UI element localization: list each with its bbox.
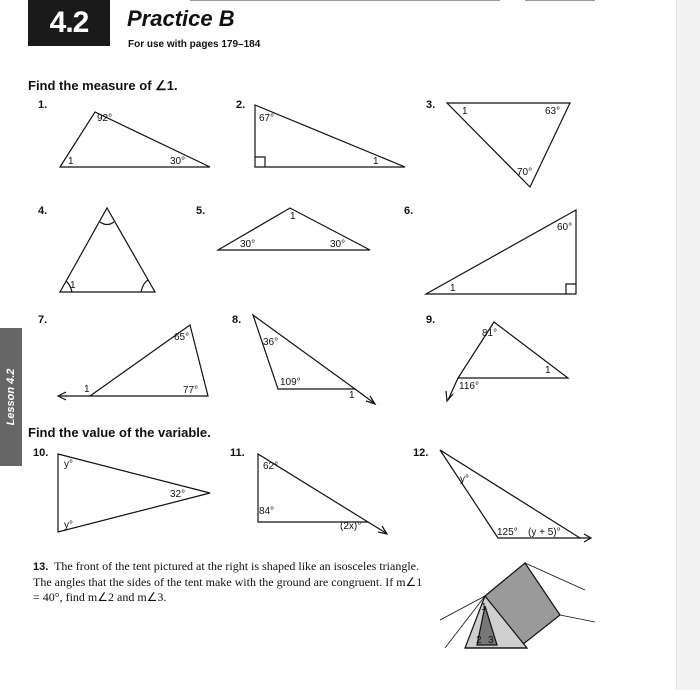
tent-rope: [560, 615, 595, 622]
triangle-figure-10: [58, 454, 210, 532]
figure-label: 62°: [263, 461, 279, 472]
figure-label: 84°: [259, 506, 275, 517]
figure-label: 32°: [170, 489, 186, 500]
figure-label: 30°: [330, 239, 346, 250]
extended-side-line: [448, 378, 458, 400]
triangle-figure-2: [255, 105, 405, 167]
extended-side-line: [355, 389, 374, 403]
figure-label: 81°: [482, 328, 498, 339]
triangle-figure-8: [253, 315, 355, 389]
figure-label: 92°: [97, 113, 113, 124]
right-angle-mark: [255, 157, 265, 167]
section1-heading: Find the measure of ∠1.: [28, 78, 178, 93]
figure-label: 67°: [259, 113, 275, 124]
problem-number: 1.: [38, 99, 48, 111]
problem-13-text: The front of the tent pictured at the right is shaped like an isosceles triangle. The angles that the sides of the tent make with the ground are congruent. If m∠1 = 40°, find m∠2 and m∠3.: [33, 559, 423, 604]
figure-label: 1: [290, 211, 296, 222]
problem-number: 6.: [404, 205, 414, 217]
page-title: Practice B: [127, 6, 235, 31]
figure-label: 65°: [174, 332, 190, 343]
figure-label: 30°: [240, 239, 256, 250]
angle-arc-mark: [141, 280, 148, 292]
figure-label: 2: [476, 635, 482, 646]
figure-label: 1: [373, 156, 379, 167]
figure-label: y°: [64, 459, 73, 470]
tent-figure: [440, 563, 595, 648]
problem-number: 12.: [413, 447, 429, 459]
figure-label: 63°: [545, 106, 561, 117]
lesson-number-badge: 4.2: [28, 0, 110, 46]
angle-arc-mark: [100, 222, 114, 225]
problem-number: 11.: [230, 447, 245, 459]
figure-label: 1: [70, 280, 76, 291]
page-subtitle: For use with pages 179–184: [128, 39, 261, 50]
problem-number: 13.: [33, 561, 49, 573]
figure-label: 1: [545, 365, 551, 376]
figure-label: 1: [349, 390, 355, 401]
problem-number: 10.: [33, 447, 49, 459]
figure-label: 70°: [517, 167, 533, 178]
problem-number: 5.: [196, 205, 206, 217]
problem-number: 4.: [38, 205, 48, 217]
figure-label: (2x)°: [340, 521, 362, 532]
problem-number: 9.: [426, 314, 436, 326]
triangle-figure-1: [60, 112, 210, 167]
figure-label: 1: [450, 283, 456, 294]
right-angle-mark: [566, 284, 576, 294]
figure-label: 1: [462, 106, 468, 117]
figure-label: 30°: [170, 156, 186, 167]
figure-label: 116°: [459, 381, 479, 392]
problem-number: 3.: [426, 99, 436, 111]
figure-label: 125°: [497, 527, 518, 538]
figure-label: 109°: [280, 377, 301, 388]
figure-label: 3: [488, 635, 494, 646]
figure-label: y°: [460, 474, 469, 485]
figure-label: 1: [84, 384, 90, 395]
figure-label: 36°: [263, 337, 279, 348]
section2-heading: Find the value of the variable.: [28, 425, 211, 440]
triangle-figure-9: [458, 322, 568, 378]
problem-number: 2.: [236, 99, 246, 111]
arrowhead: [378, 526, 387, 534]
figure-label: y°: [64, 520, 73, 531]
figure-label: 1: [68, 156, 74, 167]
triangle-figure-12: [440, 450, 580, 538]
figure-label: (y + 5)°: [528, 527, 561, 538]
figure-label: 60°: [557, 222, 573, 233]
side-tab-label: Lesson 4.2: [5, 368, 17, 426]
triangle-figure-6: [426, 210, 576, 294]
figure-label: 1: [481, 602, 487, 613]
problem-number: 8.: [232, 314, 242, 326]
problem-number: 7.: [38, 314, 48, 326]
figure-label: 77°: [183, 385, 199, 396]
